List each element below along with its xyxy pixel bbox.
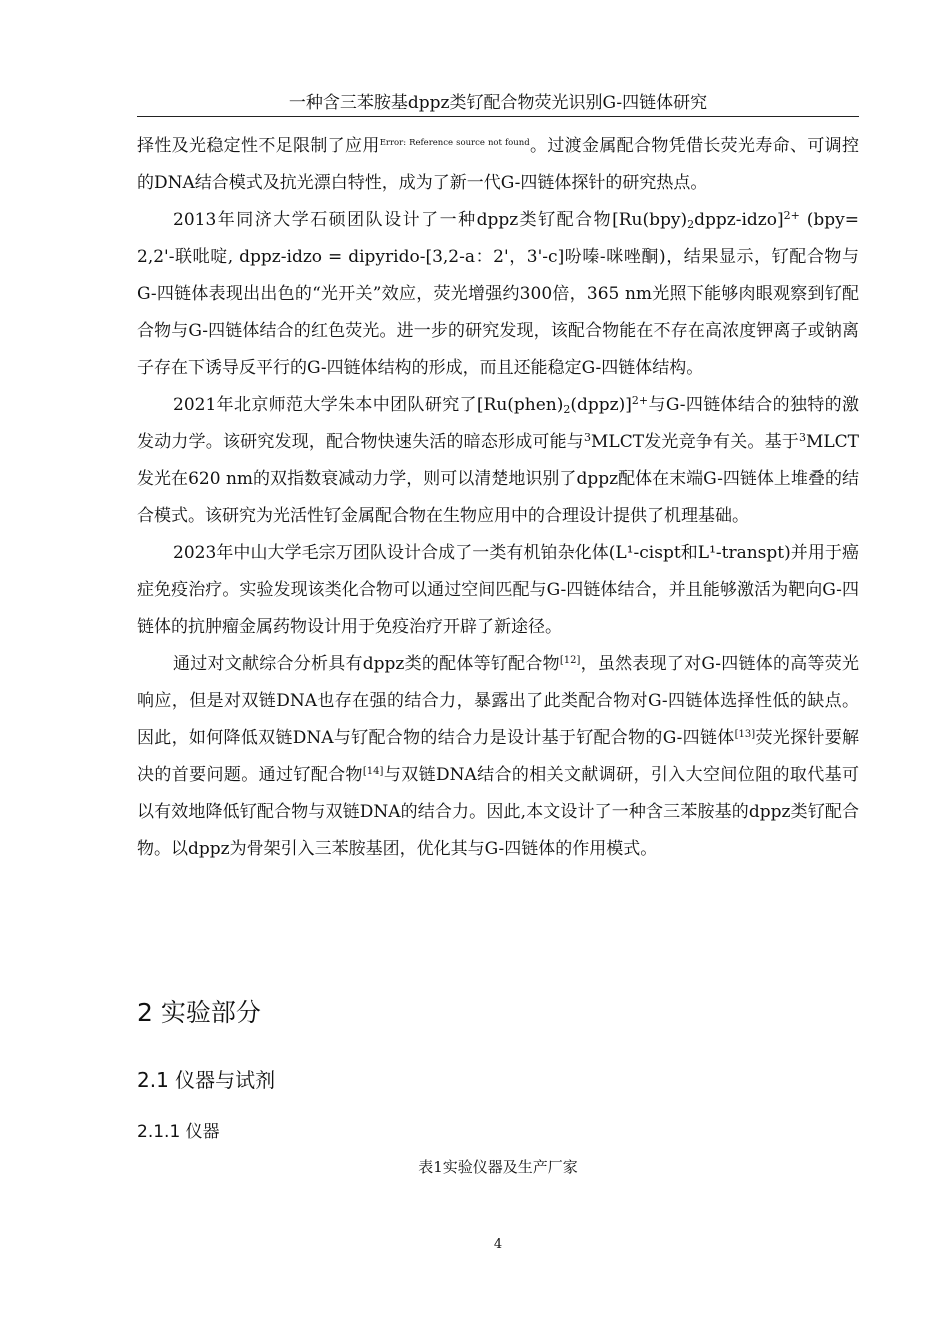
subscript: 2: [687, 218, 695, 231]
text-run: dppz-idzo]: [694, 210, 784, 230]
text-run: MLCT发光在620 nm的双指数衰减动力学，则可以清楚地识别了dppz配体在末端G-四链体上堆叠的结合模式。该研究为光活性钌金属配合物在生物应用中的合理设计提供了机理基础。: [137, 432, 860, 526]
table-caption: 表1实验仪器及生产厂家: [418, 1158, 578, 1176]
subsection-heading: 2.1 仪器与试剂: [137, 1068, 276, 1092]
section-heading: 2 实验部分: [137, 998, 261, 1027]
superscript: 2+: [783, 209, 800, 222]
text-run: 通过对文献综合分析具有dppz类的配体等钌配合物: [173, 654, 560, 674]
text-run: MLCT发光竞争有关。基于: [591, 432, 799, 452]
text-run: 荧光探针要解决的首要问题。通过钌配合物: [137, 728, 860, 785]
text-run: 与双链DNA结合的相关文献调研，引入大空间位阻的取代基可以有效地降低钌配合物与双链DNA的结合力。因此,本文设计了一种含三苯胺基的dppz类钌配合物。以dppz为骨架引入三苯胺基团，优化其与G-四链体的作用模式。: [137, 765, 860, 859]
header-divider: [137, 116, 859, 117]
text-run: ，虽然表现了对G-四链体的高等荧光响应，但是对双链DNA也存在强的结合力，暴露出了此类配合物对G-四链体选择性低的缺点。因此，如何降低双链DNA与钌配合物的结合力是设计基于钌配合物的G-四链体: [137, 654, 860, 748]
text-run: 与G-四链体结合的独特的激发动力学。该研究发现，配合物快速失活的暗态形成可能与: [137, 395, 860, 452]
text-run: 。过渡金属配合物凭借长荧光寿命、可调控的DNA结合模式及抗光漂白特性，成为了新一代G-四链体探针的研究热点。: [137, 136, 860, 193]
superscript: 3: [584, 431, 591, 444]
text-run: 2013年同济大学石硕团队设计了一种dppz类钌配合物[Ru(bpy): [173, 210, 688, 230]
paragraph-tongji: [137, 202, 859, 387]
paragraph-sysu: 2023年中山大学毛宗万团队设计合成了一类有机铂杂化体(L¹-cispt和L¹-transpt)并用于癌症免疫治疗。实验发现该类化合物可以通过空间匹配与G-四链体结合，并且能够激活为靶向G-四链体的抗肿瘤金属药物设计用于免疫治疗开辟了新途径。: [137, 543, 859, 637]
error-reference: Error: Reference source not found: [379, 138, 530, 148]
body-text: [137, 128, 859, 868]
citation-ref: [14]: [362, 766, 384, 777]
subsubsection-heading: 2.1.1 仪器: [137, 1122, 220, 1142]
text-run: 2021年北京师范大学朱本中团队研究了[Ru(phen): [173, 395, 564, 415]
subscript: 2: [563, 403, 571, 416]
superscript: 2+: [631, 394, 649, 407]
text-run: 择性及光稳定性不足限制了应用: [137, 136, 380, 156]
paragraph-bnu: [137, 387, 859, 535]
paragraph-summary: [137, 646, 859, 868]
citation-ref: [13]: [734, 729, 756, 740]
text-run: (bpy= 2,2'-联吡啶, dppz-idzo = dipyrido-[3,2-a：2'，3'-c]吩嗪-咪唑酮)，结果显示，钌配合物与G-四链体表现出出色的“光开关”效应，荧光增强约300倍，365 nm光照下能够肉眼观察到钌配合物与G-四链体结合的红色荧光。进一步的研究发现，该配合物能在不存在高浓度钾离子或钠离子存在下诱导反平行的G-四链体结构的形成，而且还能稳定G-四链体结构。: [137, 210, 859, 378]
running-header: 一种含三苯胺基dppz类钌配合物荧光识别G-四链体研究: [288, 93, 708, 113]
superscript: 3: [798, 431, 806, 444]
page-number: 4: [493, 1237, 503, 1252]
text-run: (dppz)]: [570, 395, 632, 415]
citation-ref: [12]: [559, 655, 581, 666]
paragraph-continuation: [137, 128, 859, 202]
